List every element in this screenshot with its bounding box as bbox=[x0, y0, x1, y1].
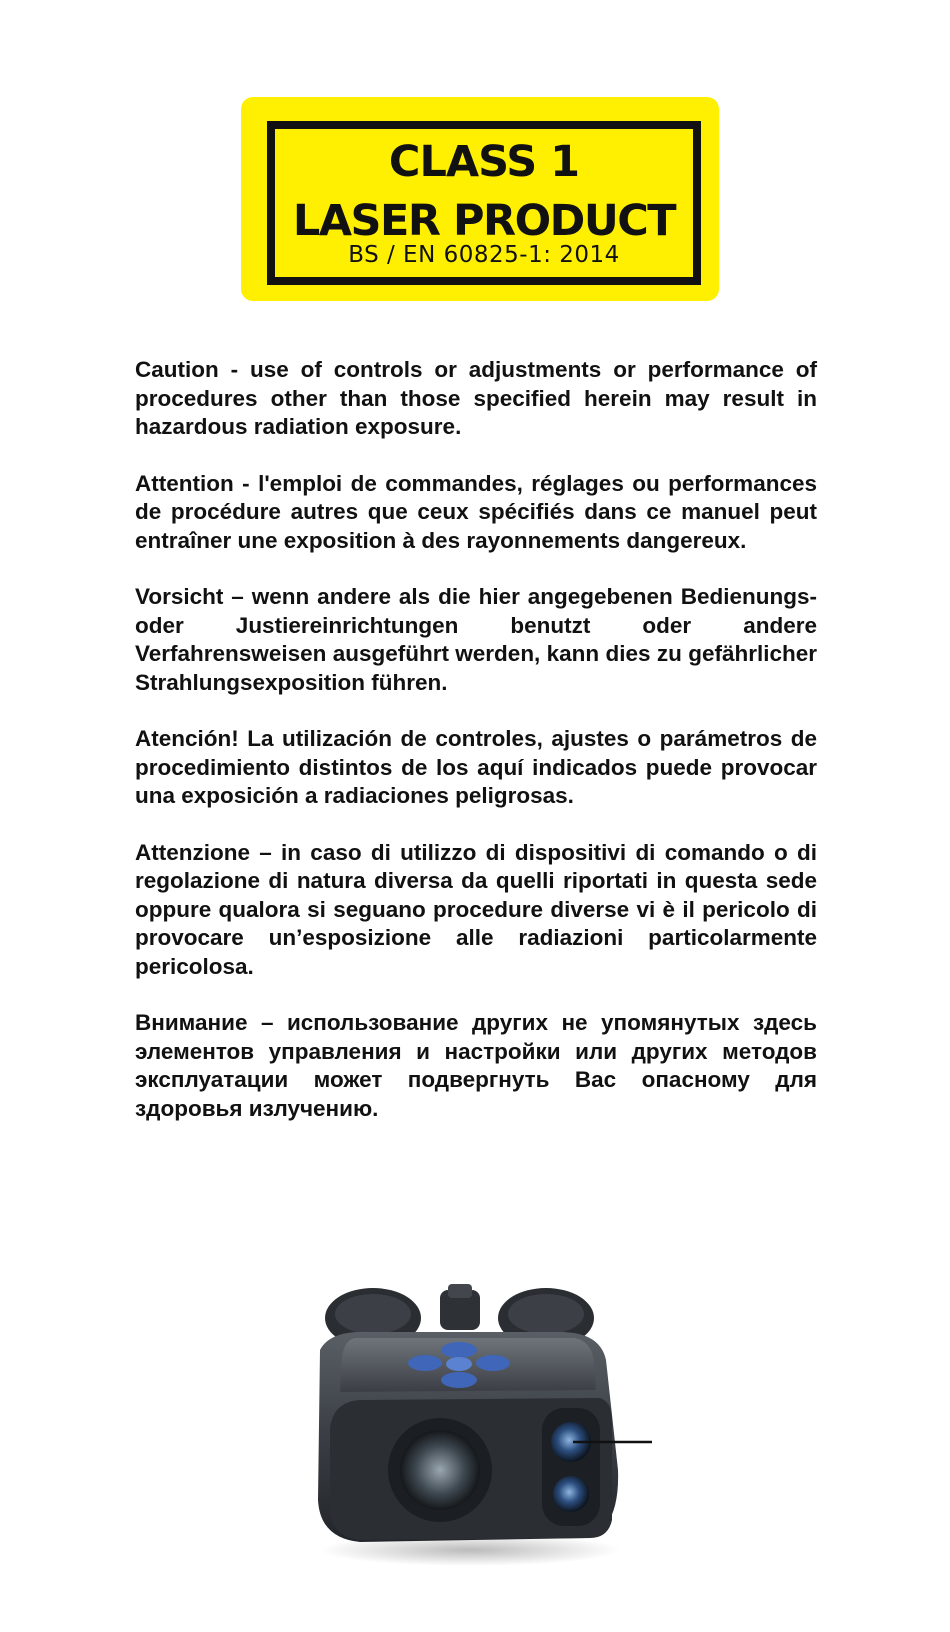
label-standard-text: BS / EN 60825-1: 2014 bbox=[348, 242, 620, 268]
button-left bbox=[408, 1355, 442, 1371]
warning-text-block bbox=[135, 356, 817, 1151]
button-center bbox=[446, 1357, 472, 1371]
laser-class-label-frame bbox=[267, 121, 701, 285]
rangefinder-receiver-lens bbox=[553, 1476, 589, 1512]
warning-russian: Внимание – использование других не упомянутых здесь элементов управления и настройки или других методов эксплуатации может подвергнуть Вас опасному для здоровья излучению. bbox=[135, 1010, 817, 1121]
binocular-device-image bbox=[300, 1280, 700, 1570]
laser-class-label bbox=[241, 97, 719, 301]
warning-english: Caution - use of controls or adjustments or performance of procedures other than those specified herein may result in hazardous radiation exposure. bbox=[135, 357, 817, 439]
button-down bbox=[441, 1372, 477, 1388]
label-product-text: LASER PRODUCT bbox=[292, 196, 676, 246]
warning-spanish: Atención! La utilización de controles, ajustes o parámetros de procedimiento distintos de los aquí indicados puede provocar una exposición a radiaciones peligrosas. bbox=[135, 726, 817, 808]
main-objective-lens bbox=[400, 1430, 480, 1510]
button-right bbox=[476, 1355, 510, 1371]
warning-french: Attention - l'emploi de commandes, réglages ou performances de procédure autres que ceux spécifiés dans ce manuel peut entraîner une exposition à des rayonnements dangereux. bbox=[135, 470, 817, 553]
label-class-text: CLASS 1 bbox=[388, 137, 580, 187]
device-illustration bbox=[300, 1280, 700, 1570]
warning-italian: Attenzione – in caso di utilizzo di dispositivi di comando o di regolazione di natura diversa da quelli riportati in questa sede oppure qualora si seguano procedure diverse vi è il pericolo di provocare un’esposizione alle radiazioni particolarmente pericolosa. bbox=[135, 839, 817, 979]
button-up bbox=[441, 1342, 477, 1358]
warning-german: Vorsicht – wenn andere als die hier angegebenen Bedienungs- oder Justiereinrichtungen benutzt oder andere Verfahrensweisen ausgeführt werden, kann dies zu gefährlicher Strahlungsexposition führen. bbox=[135, 584, 817, 695]
